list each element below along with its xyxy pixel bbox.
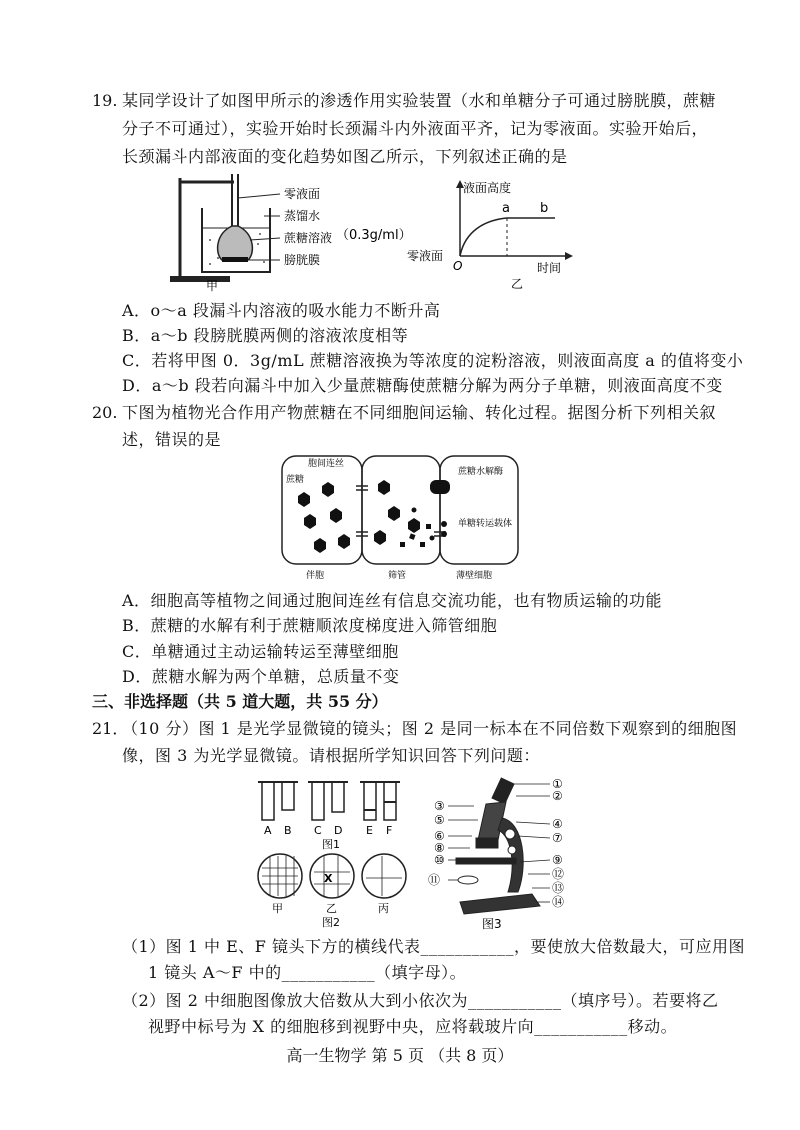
q19-figure-yi <box>405 176 590 291</box>
fig1-caption: 图1 <box>322 838 340 851</box>
fig2-caption-jia: 甲 <box>272 902 283 915</box>
q20-option-d: D．蔗糖水解为两个单糖，总质量不变 <box>122 667 400 686</box>
q21-sub1-line-1: （1）图 1 中 E、F 镜头下方的横线代表___________，要使放大倍数最大，可应用图 <box>122 937 745 956</box>
q19-line-1: 某同学设计了如图甲所示的渗透作用实验装置（水和单糖分子可通过膀胱膜，蔗糖 <box>122 91 717 110</box>
q20-label-sucrase: 蔗糖水解酶 <box>458 467 504 477</box>
fig3-num-3: ③ <box>434 799 445 813</box>
q21-sub2-line-1: （2）图 2 中细胞图像放大倍数从大到小依次为___________（填序号）。若要将乙 <box>122 991 719 1010</box>
fig3-num-8: ⑧ <box>434 841 445 855</box>
fig3-caption: 图3 <box>482 917 502 931</box>
fig3-num-11: ⑪ <box>428 873 441 887</box>
yi-ylabel: 液面高度 <box>463 181 512 195</box>
lens-d: D <box>334 824 343 837</box>
fig3-num-10: ⑩ <box>434 853 445 867</box>
q20-line-2: 述，错误的是 <box>122 430 222 449</box>
yi-origin: O <box>453 259 463 273</box>
fig2-caption-yi: 乙 <box>326 902 337 915</box>
q20-number: 20. <box>92 403 118 422</box>
q19-option-b: B．a～b 段膀胱膜两侧的溶液浓度相等 <box>122 326 409 345</box>
q20-label-plasmodesmata: 胞间连丝 <box>308 459 345 469</box>
label-zero-level: 零液面 <box>284 187 321 201</box>
fig3-num-4: ④ <box>552 817 563 831</box>
yi-xlabel: 时间 <box>537 261 562 275</box>
page-footer: 高一生物学 第 5 页 （共 8 页） <box>286 1046 514 1065</box>
q20-caption-sieve: 筛管 <box>388 571 407 581</box>
q19-option-d: D．a～b 段若向漏斗中加入少量蔗糖酶使蔗糖分解为两分子单糖，则液面高度不变 <box>122 376 723 395</box>
fig3-num-13: ⑬ <box>552 881 565 895</box>
lens-a: A <box>264 824 272 837</box>
q21-sub2-line-2: 视野中标号为 X 的细胞移到视野中央，应将载玻片向___________移动。 <box>148 1017 678 1036</box>
q20-caption-parenchyma: 薄壁细胞 <box>456 571 493 581</box>
q20-option-b: B．蔗糖的水解有利于蔗糖顺浓度梯度进入筛管细胞 <box>122 616 498 635</box>
section-3-title: 三、非选择题（共 5 道大题，共 55 分） <box>92 692 388 711</box>
label-distilled-water: 蒸馏水 <box>284 209 321 223</box>
lens-b: B <box>284 824 292 837</box>
yi-point-a: a <box>502 201 510 216</box>
lens-f: F <box>386 824 393 837</box>
q20-label-sucrose: 蔗糖 <box>286 475 305 485</box>
fig2-mark-x: X <box>324 872 333 885</box>
lens-c: C <box>314 824 322 837</box>
fig3-num-1: ① <box>552 777 563 791</box>
fig3-num-9: ⑨ <box>552 853 563 867</box>
lens-e: E <box>366 824 373 837</box>
q19-figure-jia <box>160 168 420 293</box>
q20-figure <box>278 452 523 584</box>
q20-option-a: A．细胞高等植物之间通过胞间连丝有信息交流功能，也有物质运输的功能 <box>122 591 663 610</box>
label-sucrose-solution: 蔗糖溶液 <box>284 231 333 245</box>
q21-sub1-line-2: 1 镜头 A～F 中的___________（填字母）。 <box>148 963 467 982</box>
fig3-num-14: ⑭ <box>552 895 565 909</box>
q19-option-c: C．若将甲图 0．3g/mL 蔗糖溶液换为等浓度的淀粉溶液，则液面高度 a 的值将变小 <box>122 351 744 370</box>
q19-line-2: 分子不可通过），实验开始时长颈漏斗内外液面平齐，记为零液面。实验开始后， <box>122 119 709 138</box>
caption-yi: 乙 <box>511 277 524 291</box>
q20-option-c: C．单糖通过主动运输转运至薄壁细胞 <box>122 642 399 661</box>
label-bladder-membrane: 膀胱膜 <box>284 253 321 267</box>
fig3-num-6: ⑥ <box>434 829 445 843</box>
q21-line-2: 像，图 3 为光学显微镜。请根据所学知识回答下列问题： <box>122 746 540 765</box>
fig2-caption-bing: 丙 <box>378 902 389 915</box>
q20-label-transporter: 单糖转运载体 <box>458 519 513 529</box>
q19-option-a: A．o～a 段漏斗内溶液的吸水能力不断升高 <box>122 301 441 320</box>
q21-fig3-microscope <box>420 774 580 932</box>
q21-number: 21． <box>92 719 129 738</box>
q20-caption-companion: 伴胞 <box>306 571 325 581</box>
fig3-num-7: ⑦ <box>552 831 563 845</box>
q21-line-1: （10 分）图 1 是光学显微镜的镜头；图 2 是同一标本在不同倍数下观察到的细胞图 <box>122 719 738 738</box>
q19-number: 19. <box>92 91 118 110</box>
fig3-num-5: ⑤ <box>434 813 445 827</box>
q21-fig1-fig2 <box>250 772 420 932</box>
label-concentration: （0.3g/ml） <box>336 228 412 243</box>
fig3-num-12: ⑫ <box>552 867 565 881</box>
fig2-caption: 图2 <box>322 916 340 929</box>
q20-line-1: 下图为植物光合作用产物蔗糖在不同细胞间运输、转化过程。据图分析下列相关叙 <box>122 403 717 422</box>
q19-line-3: 长颈漏斗内部液面的变化趋势如图乙所示，下列叙述正确的是 <box>122 147 568 166</box>
yi-zero-label: 零液面 <box>407 249 444 263</box>
yi-point-b: b <box>540 201 549 216</box>
fig3-num-2: ② <box>552 789 563 803</box>
caption-jia: 甲 <box>206 279 219 293</box>
